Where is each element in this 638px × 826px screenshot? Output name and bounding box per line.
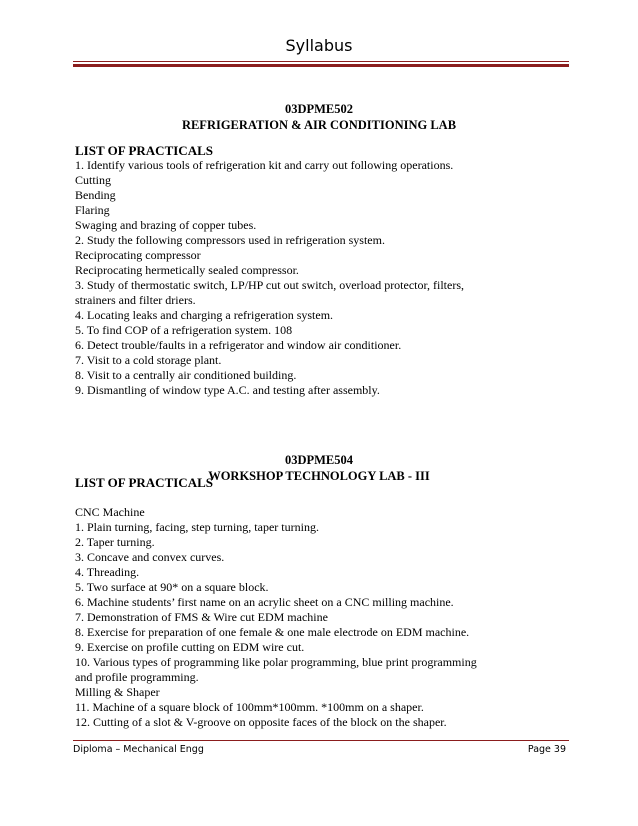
list-item: 8. Exercise for preparation of one female & one male electrode on EDM machine. — [75, 625, 470, 639]
section-title: WORKSHOP TECHNOLOGY LAB - III — [208, 469, 430, 483]
list-item: 7. Demonstration of FMS & Wire cut EDM machine — [75, 610, 328, 624]
list-item: 2. Study the following compressors used in refrigeration system. — [75, 233, 385, 247]
list-item: strainers and filter driers. — [75, 293, 196, 307]
header-rule-thin — [73, 61, 569, 62]
section-code: 03DPME502 — [284, 102, 354, 116]
section-title: REFRIGERATION & AIR CONDITIONING LAB — [181, 118, 457, 132]
footer-course-label: Diploma – Mechanical Engg — [73, 744, 204, 755]
list-item: 11. Machine of a square block of 100mm*100mm. *100mm on a shaper. — [75, 700, 424, 714]
list-item: 7. Visit to a cold storage plant. — [75, 353, 222, 367]
list-item: Milling & Shaper — [75, 685, 160, 699]
list-item: 8. Visit to a centrally air conditioned building. — [75, 368, 297, 382]
list-item: Swaging and brazing of copper tubes. — [75, 218, 257, 232]
list-item: 3. Study of thermostatic switch, LP/HP cut out switch, overload protector, filters, — [75, 278, 465, 292]
list-item: 5. To find COP of a refrigeration system. 108 — [75, 323, 293, 337]
header-rule-thick — [73, 64, 569, 67]
list-item: 6. Machine students’ first name on an acrylic sheet on a CNC milling machine. — [75, 595, 454, 609]
list-item: 9. Dismantling of window type A.C. and testing after assembly. — [75, 383, 380, 397]
list-item: 1. Identify various tools of refrigeration kit and carry out following operations. — [75, 158, 454, 172]
footer-rule — [73, 740, 569, 741]
list-item: Bending — [75, 188, 116, 202]
list-item: 12. Cutting of a slot & V-groove on opposite faces of the block on the shaper. — [75, 715, 447, 729]
list-item: 4. Locating leaks and charging a refrigeration system. — [75, 308, 334, 322]
list-item: 5. Two surface at 90* on a square block. — [75, 580, 269, 594]
list-item: 4. Threading. — [75, 565, 140, 579]
list-item: CNC Machine — [75, 505, 145, 519]
page-header-title: Syllabus — [285, 36, 353, 55]
list-item: Cutting — [75, 173, 112, 187]
list-item: 3. Concave and convex curves. — [75, 550, 225, 564]
list-item: 6. Detect trouble/faults in a refrigerator and window air conditioner. — [75, 338, 402, 352]
list-item: 10. Various types of programming like polar programming, blue print programming — [75, 655, 477, 669]
list-item: 1. Plain turning, facing, step turning, taper turning. — [75, 520, 319, 534]
list-heading: LIST OF PRACTICALS — [75, 475, 213, 490]
list-item: and profile programming. — [75, 670, 199, 684]
section-code: 03DPME504 — [284, 453, 354, 467]
list-item: Flaring — [75, 203, 110, 217]
list-item: Reciprocating hermetically sealed compressor. — [75, 263, 299, 277]
list-item: 2. Taper turning. — [75, 535, 155, 549]
section-refrigeration-lab — [0, 101, 638, 133]
list-item: Reciprocating compressor — [75, 248, 201, 262]
footer-page-number: Page 39 — [527, 744, 566, 755]
list-item: 9. Exercise on profile cutting on EDM wire cut. — [75, 640, 305, 654]
list-heading: LIST OF PRACTICALS — [75, 143, 213, 158]
